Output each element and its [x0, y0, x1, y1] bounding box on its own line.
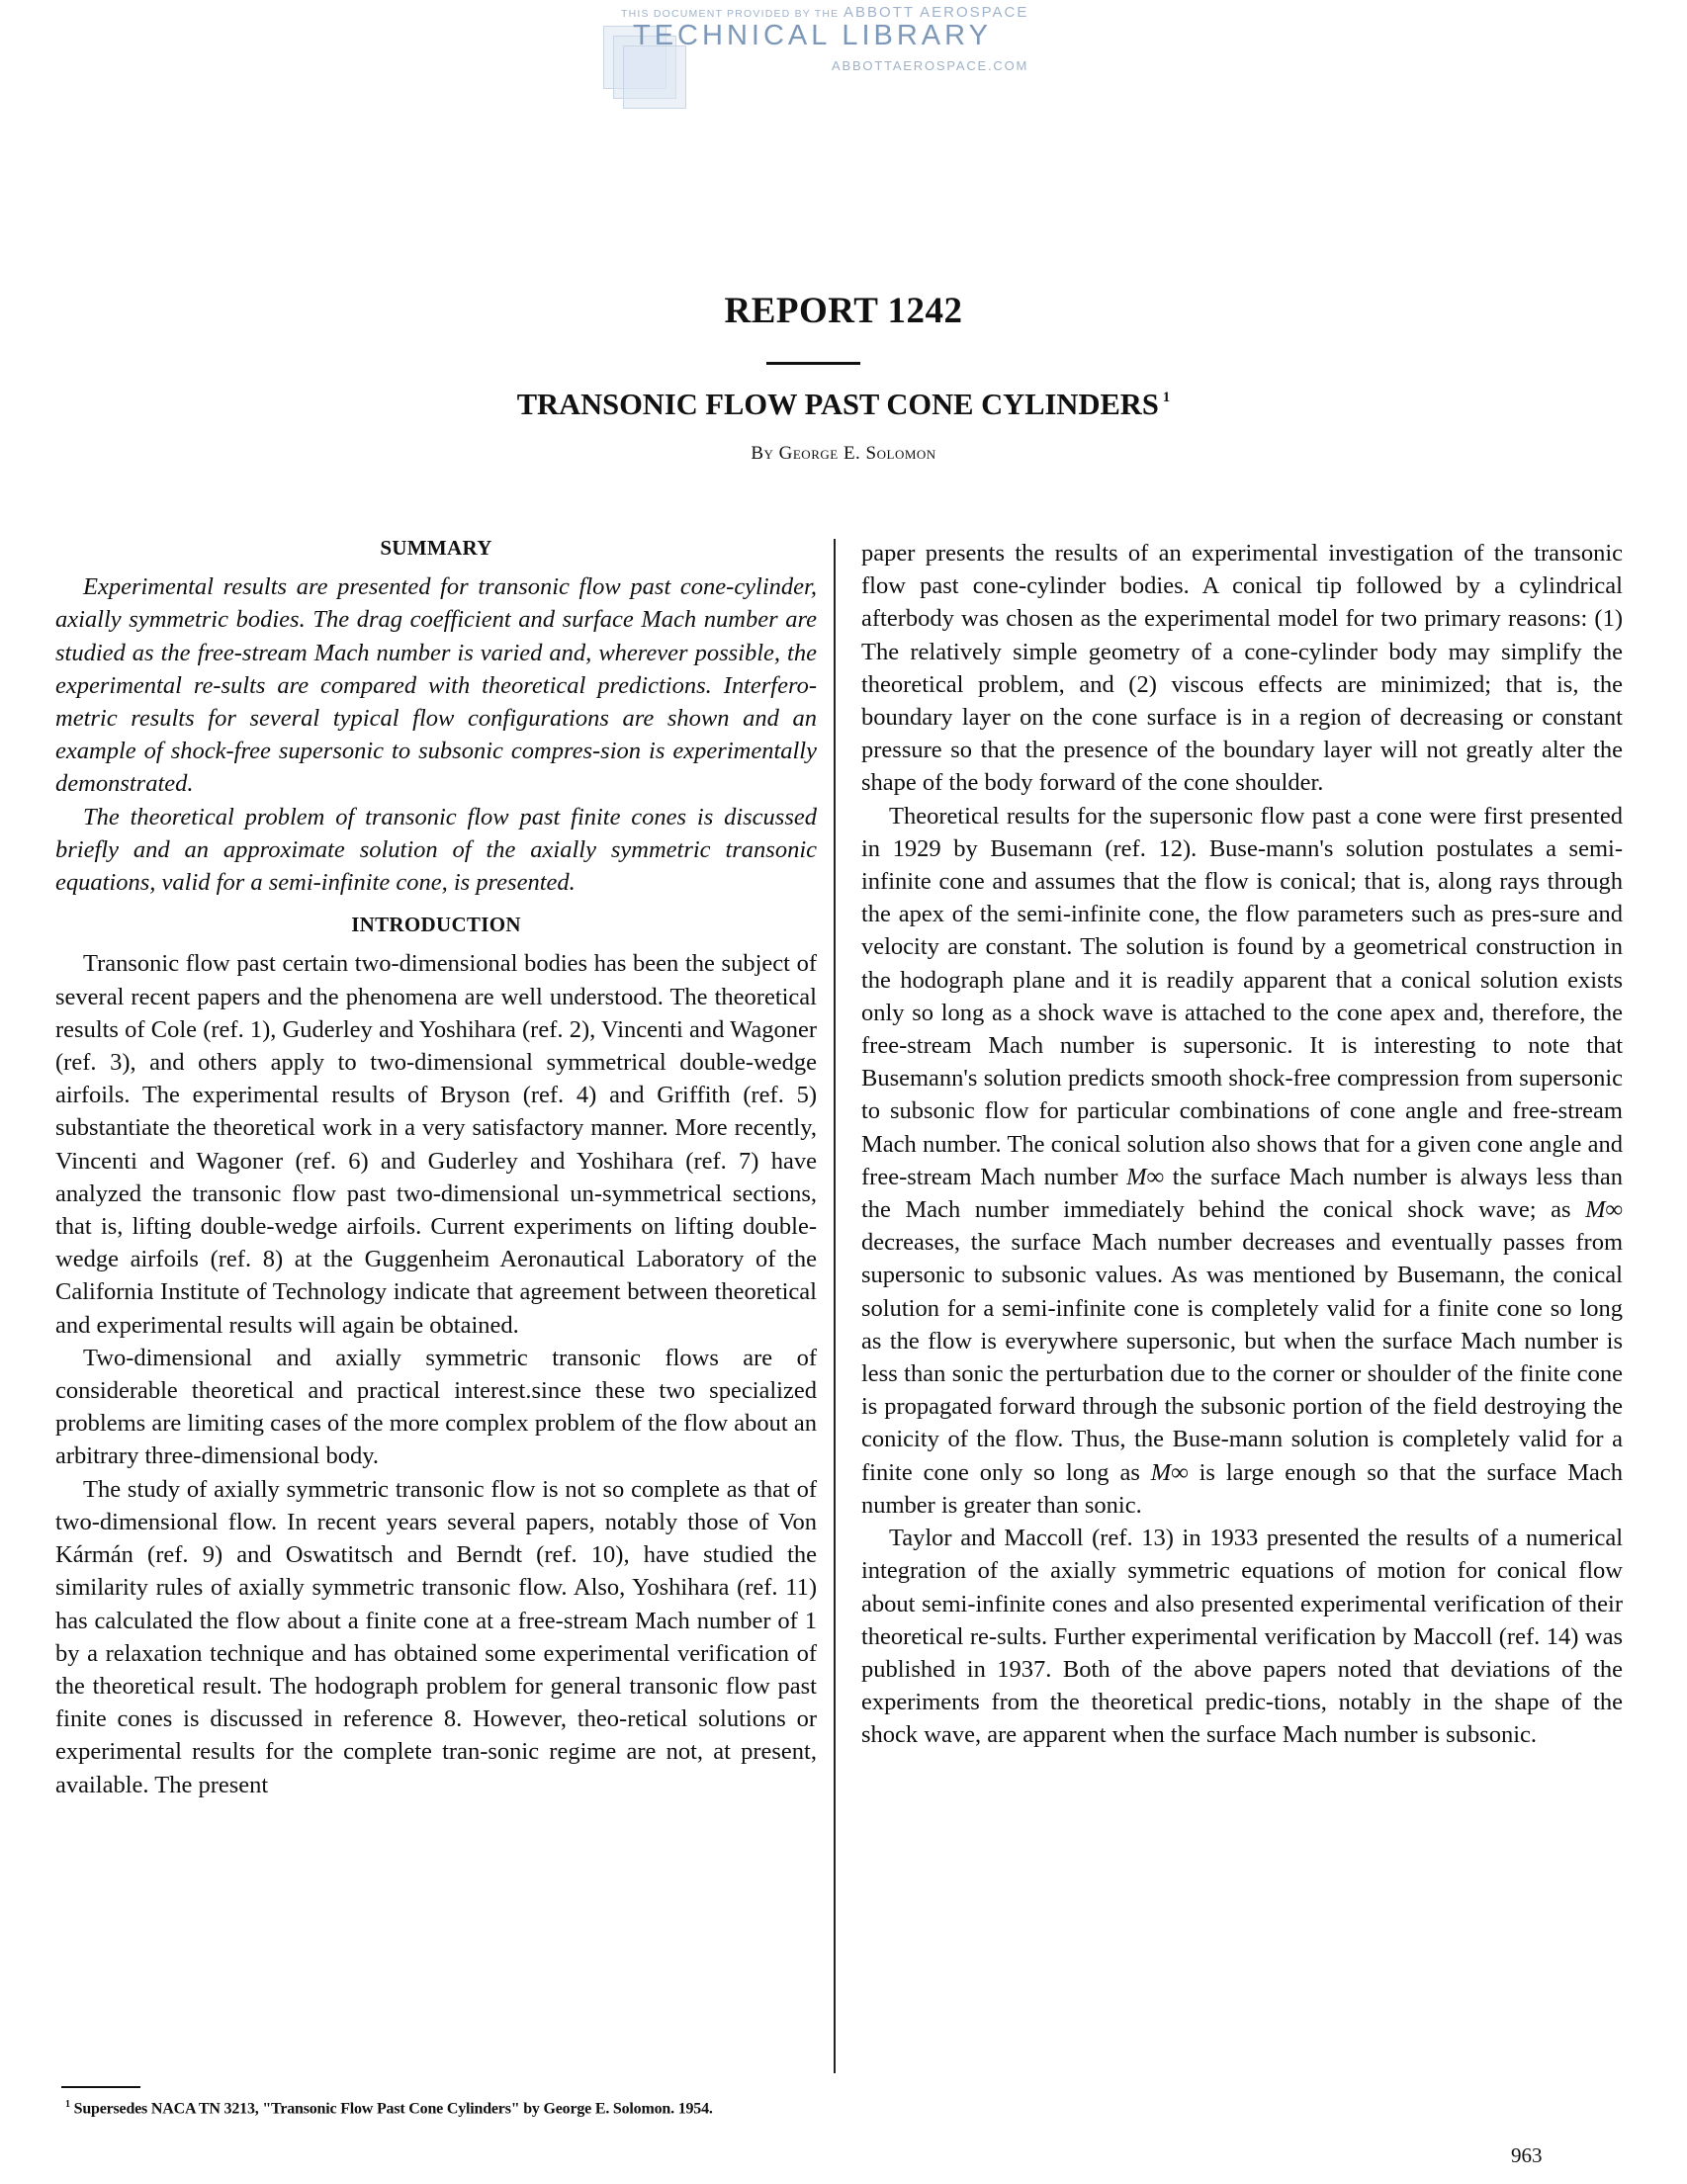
mach-infinity-symbol: M∞ — [1150, 1458, 1189, 1486]
summary-paragraph: Experimental results are presented for transonic flow past cone-cylinder, axially symmetric bodies. The drag coefficient and surface Mach number are studied as the free-stream Mach number is varied and, wherever possible, the experimental re-sults are compared with theoretical predictions. Interfero-metric results for several typical flow configurations are shown and an example of shock-free supersonic to subsonic compres-sion is experimentally demonstrated. — [55, 573, 817, 798]
intro-paragraph-taylor-maccoll: Taylor and Maccoll (ref. 13) in 1933 presented the results of a numerical integration of the axially symmetric equations of motion for conical flow about semi-infinite cones and also presented experimental verification of their theoretical re-sults. Further experimental verification by Maccoll (ref. 14) was published in 1937. Both of the above papers noted that deviations of the experiments from the theoretical predic-tions, notably in the shape of the shock wave, are apparent when the surface Mach number is subsonic. — [861, 1525, 1623, 1749]
summary-paragraph: The theoretical problem of transonic flow past finite cones is discussed briefly and an approximate solution of the axially symmetric transonic equations, valid for a semi-infinite cone, is presented. — [55, 803, 817, 897]
intro-paragraph-continued: paper presents the results of an experimental investigation of the transonic flow past cone-cylinder bodies. A conical tip followed by a cylindrical afterbody was chosen as the experimental model for two primary reasons: (1) The relatively simple geometry of a cone-cylinder body may simplify the theoretical problem, and (2) viscous effects are minimized; that is, the boundary layer on the cone surface is in a region of decreasing or constant pressure so that the presence of the boundary layer will not greatly alter the shape of the body forward of the cone shoulder. — [861, 540, 1623, 797]
intro-paragraph: Two-dimensional and axially symmetric transonic flows are of considerable theoretical and practical interest.since these two specialized problems are limiting cases of the more complex problem of the flow about an arbitrary three-dimensional body. — [55, 1344, 817, 1470]
left-column — [55, 532, 817, 1801]
abbott-aerospace-watermark — [593, 4, 1068, 103]
column-divider — [834, 539, 836, 2073]
right-column — [861, 537, 1623, 1752]
intro-paragraph: Transonic flow past certain two-dimensional bodies has been the subject of several recent papers and the phenomena are well understood. The theoretical results of Cole (ref. 1), Guderley and Yoshihara (ref. 2), Vincenti and Wagoner (ref. 3), and others apply to two-dimensional symmetrical double-wedge airfoils. The experimental results of Bryson (ref. 4) and Griffith (ref. 5) substantiate the theoretical work in a very satisfactory manner. More recently, Vincenti and Wagoner (ref. 6) and Guderley and Yoshihara (ref. 7) have analyzed the transonic flow past two-dimensional un-symmetrical sections, that is, lifting double-wedge airfoils. Current experiments on lifting double-wedge airfoils (ref. 8) at the Guggenheim Aeronautical Laboratory of the California Institute of Technology indicate that agreement between theoretical and experimental results will again be obtained. — [55, 950, 817, 1339]
footnote-mark: 1 — [65, 2099, 70, 2110]
mach-infinity-symbol: M∞ — [1585, 1196, 1623, 1224]
intro-paragraph-busemann: Theoretical results for the supersonic flow past a cone were first presented in 1929 by Busemann (ref. 12). Buse-mann's solution postulates a semi-infinite cone and assumes that the flow is conical; that is, along rays through the apex of the semi-infinite cone, the flow parameters such as pres-sure and velocity are constant. The solution is found by a geometrical construction in the hodograph plane and it is readily apparent that a conical solution exists only so long as a shock wave is attached to the cone apex and, therefore, the free-stream Mach number is supersonic. It is interesting to note that Busemann's solution predicts smooth shock-free compression from supersonic to subsonic flow for particular combinations of cone angle and free-stream Mach number. The conical solution also shows that for a given cone angle and free-stream Mach number M∞ the surface Mach number is always less than the Mach number immediately behind the conical shock wave; as M∞ decreases, the surface Mach number decreases and eventually passes from supersonic to subsonic values. As was mentioned by Busemann, the conical solution for a semi-infinite cone is completely valid for a finite cone so long as the flow is everywhere supersonic, but when the surface Mach number is less than sonic the perturbation due to the corner or shoulder of the finite cone is propagated forward through the subsonic portion of the field destroying the conicity of the flow. Thus, the Buse-mann solution is completely valid for a finite cone only so long as M∞ is large enough so that the surface Mach number is greater than sonic. — [861, 802, 1623, 1519]
watermark-technical-library: TECHNICAL LIBRARY — [633, 20, 992, 51]
page-number: 963 — [1511, 2143, 1543, 2167]
title-rule — [766, 362, 860, 365]
author-byline: By George E. Solomon — [751, 443, 936, 464]
summary-body — [55, 570, 817, 899]
watermark-provided-by: THIS DOCUMENT PROVIDED BY THE ABBOTT AEROSPACE — [621, 4, 1029, 21]
footnote: $^1$ Supersedes NACA TN 3213, "Transonic Flow Past Cone Cylinders" by George E. Solomon. 1954. — [65, 2099, 713, 2118]
introduction-heading: INTRODUCTION — [351, 913, 521, 937]
watermark-url: ABBOTTAEROSPACE.COM — [832, 58, 1029, 73]
report-number: REPORT 1242 — [724, 291, 963, 331]
mach-infinity-symbol: M∞ — [1126, 1163, 1165, 1190]
title-footnote-mark: 1 — [1162, 390, 1171, 405]
summary-heading: SUMMARY — [380, 536, 492, 560]
footnote-rule — [61, 2086, 140, 2088]
paper-title: TRANSONIC FLOW PAST CONE CYLINDERS $^1$ — [516, 388, 1171, 421]
intro-paragraph: The study of axially symmetric transonic flow is not so complete as that of two-dimensional flow. In recent years several papers, notably those of Von Kármán (ref. 9) and Oswatitsch and Berndt (ref. 10), have studied the similarity rules of axially symmetric transonic flow. Also, Yoshihara (ref. 11) has calculated the flow about a finite cone at a free-stream Mach number of 1 by a relaxation technique and has obtained some experimental verification of the theoretical result. The hodograph problem for general transonic flow past finite cones is discussed in reference 8. However, theo-retical solutions or experimental results for the complete tran-sonic regime are not, at present, available. The present — [55, 1475, 817, 1798]
